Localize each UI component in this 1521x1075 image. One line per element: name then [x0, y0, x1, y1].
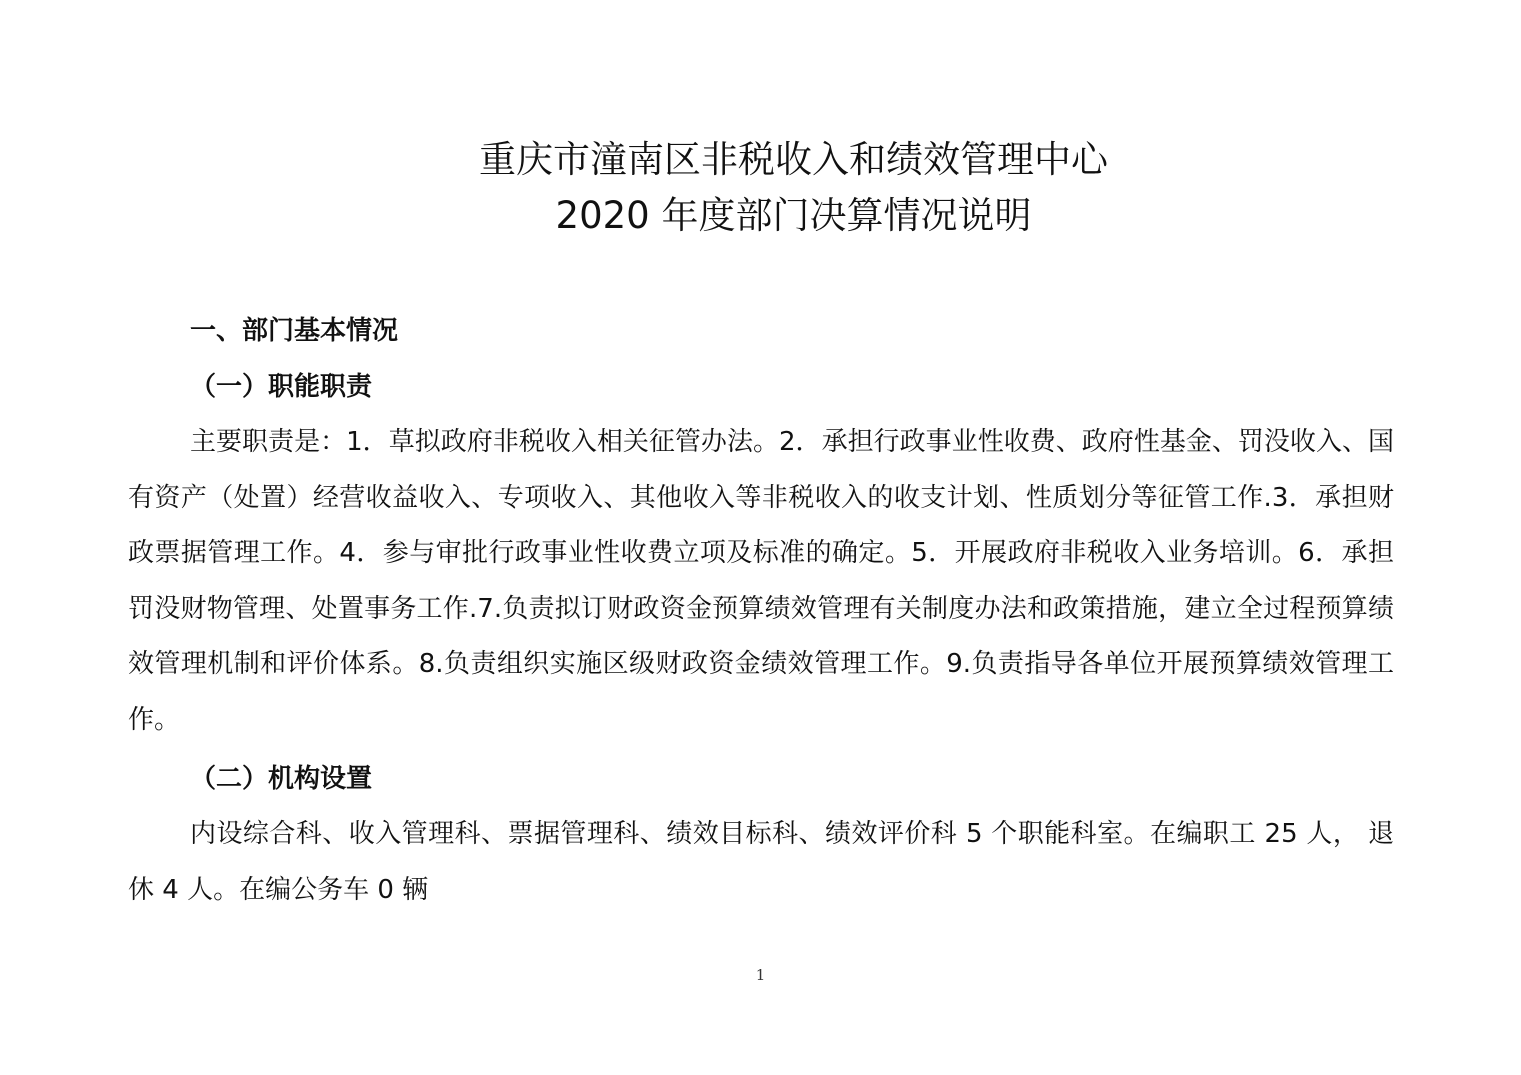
duties-paragraph: 主要职责是：1．草拟政府非税收入相关征管办法。2．承担行政事业性收费、政府性基金、罚没收入、国有资产（处置）经营收益收入、专项收入、其他收入等非税收入的收支计划、性质划分等征管工作.3．承担财政票据管理工作。4．参与审批行政事业性收费立项及标准的确定。5．开展政府非税收入业务培训。6．承担罚没财物管理、处置事务工作.7.负责拟订财政资金预算绩效管理有关制度办法和政策措施，建立全过程预算绩效管理机制和评价体系。8.负责组织实施区级财政资金绩效管理工作。9.负责指导各单位开展预算绩效管理工作。 — [128, 427, 1394, 735]
page-number: 1 — [755, 966, 766, 984]
document-title-line-2: 2020 年度部门决算情况说明 — [555, 194, 1032, 237]
organization-paragraph: 内设综合科、收入管理科、票据管理科、绩效目标科、绩效评价科 5 个职能科室。在编职工 25 人， 退休 4 人。在编公务车 0 辆 — [128, 819, 1394, 905]
section-heading-basic-info: 一、部门基本情况 — [190, 316, 399, 346]
document-title-line-1: 重庆市潼南区非税收入和绩效管理中心 — [479, 138, 1108, 181]
subsection-heading-organization: （二）机构设置 — [190, 764, 373, 794]
subsection-heading-duties: （一）职能职责 — [190, 372, 373, 402]
